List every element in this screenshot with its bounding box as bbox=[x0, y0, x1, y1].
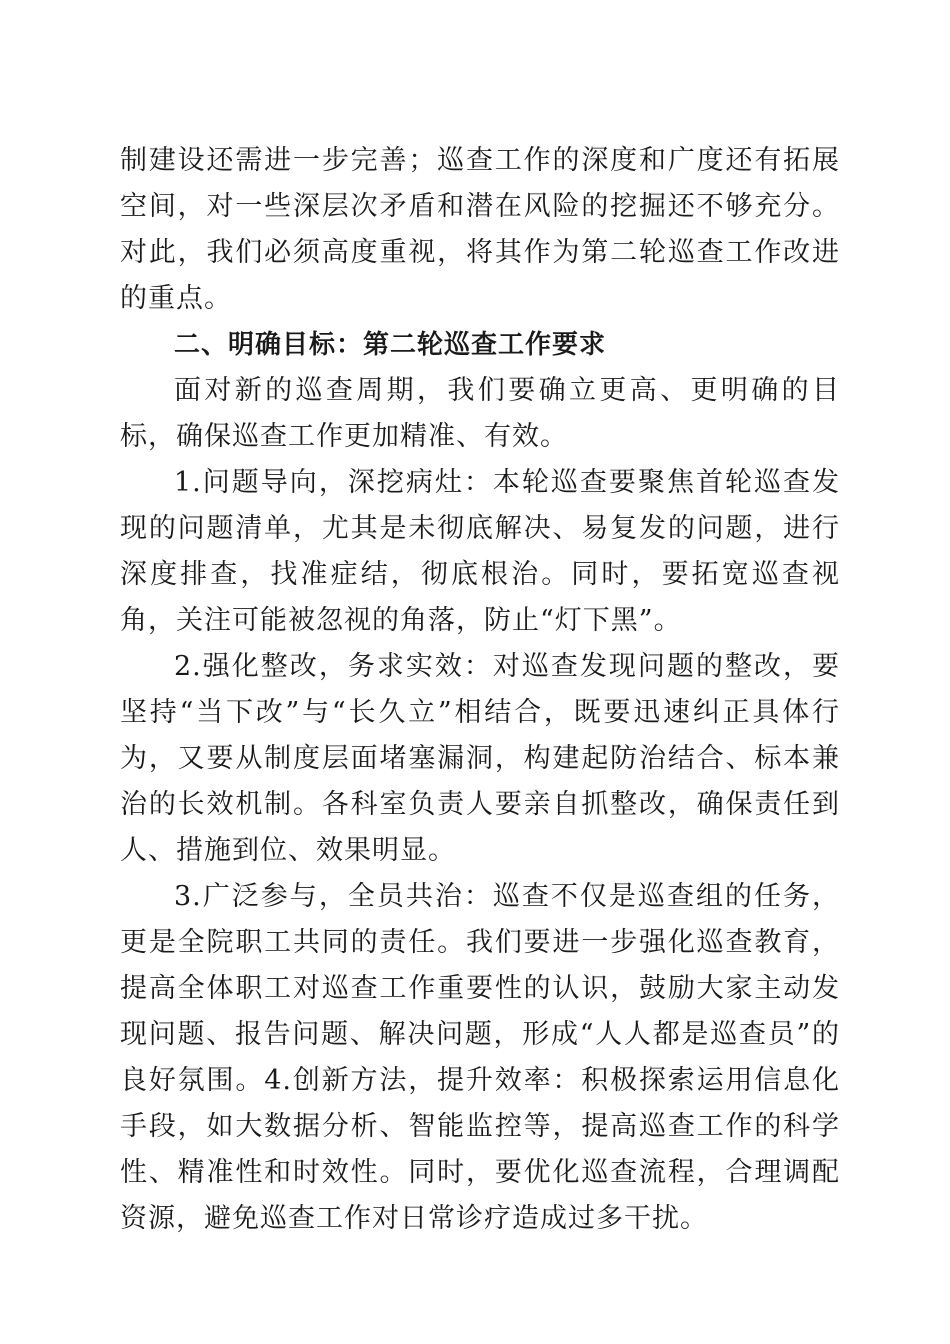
item-3-4-paragraph: 3.广泛参与，全员共治：巡查不仅是巡查组的任务，更是全院职工共同的责任。我们要进一步强化巡查教育，提高全体职工对巡查工作重要性的认识，鼓励大家主动发现问题、报告问题、解决问题，形成“人人都是巡查员”的良好氛围。4.创新方法，提升效率：积极探索运用信息化手段，如大数据分析、智能监控等，提高巡查工作的科学性、精准性和时效性。同时，要优化巡查流程，合理调配资源，避免巡查工作对日常诊疗造成过多干扰。 bbox=[120, 881, 840, 1234]
section-heading: 二、明确目标：第二轮巡查工作要求 bbox=[174, 330, 607, 360]
continuation-paragraph: 制建设还需进一步完善；巡查工作的深度和广度还有拓展空间，对一些深层次矛盾和潜在风险的挖掘还不够充分。对此，我们必须高度重视，将其作为第二轮巡查工作改进的重点。 bbox=[120, 145, 840, 314]
document-body bbox=[120, 138, 840, 1242]
intro-paragraph: 面对新的巡查周期，我们要确立更高、更明确的目标，确保巡查工作更加精准、有效。 bbox=[120, 375, 840, 452]
item-1-paragraph: 1.问题导向，深挖病灶：本轮巡查要聚焦首轮巡查发现的问题清单，尤其是未彻底解决、易复发的问题，进行深度排查，找准症结，彻底根治。同时，要拓宽巡查视角，关注可能被忽视的角落，防止“灯下黑”。 bbox=[120, 467, 840, 636]
item-2-paragraph: 2.强化整改，务求实效：对巡查发现问题的整改，要坚持“当下改”与“长久立”相结合，既要迅速纠正具体行为，又要从制度层面堵塞漏洞，构建起防治结合、标本兼治的长效机制。各科室负责人要亲自抓整改，确保责任到人、措施到位、效果明显。 bbox=[120, 651, 840, 866]
